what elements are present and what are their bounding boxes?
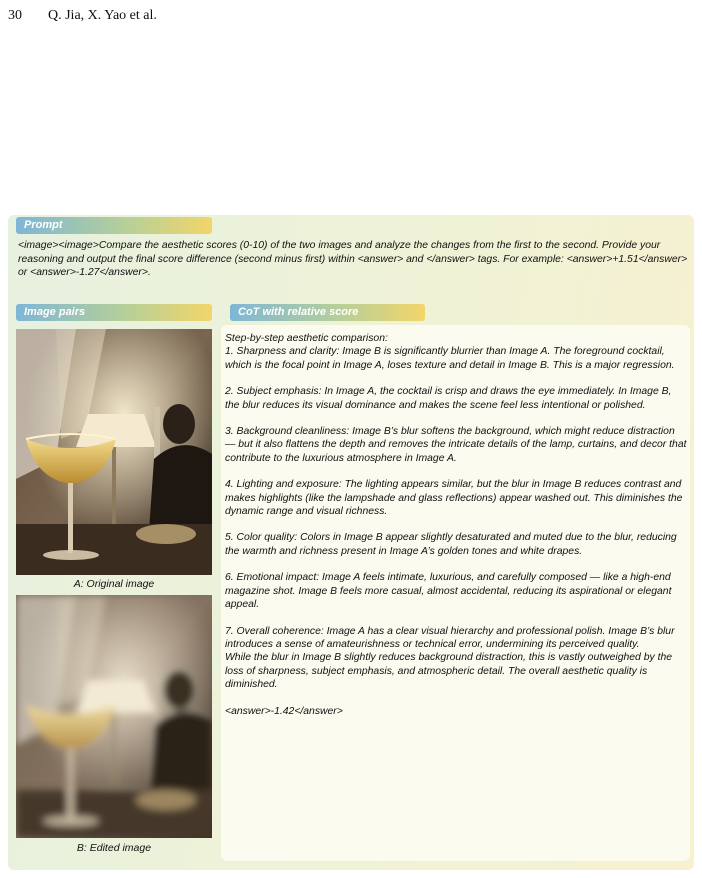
cot-step-5: 5. Color quality: Colors in Image B appear slightly desaturated and muted due to the blur, reducing the warmth and richness present in Image A’s golden tones and white drapes. (225, 532, 677, 557)
cot-answer: <answer>-1.42</answer> (225, 705, 343, 717)
cot-step-6: 6. Emotional impact: Image A feels intimate, luxurious, and carefully composed — like a high-end magazine shot. Image B feels more casual, almost accidental, reducing its aspirational or elegant appeal. (225, 572, 672, 611)
original-image (16, 329, 212, 575)
cot-step-3: 3. Background cleanliness: Image B’s blur softens the background, which might reduce distraction — but it also flattens the depth and removes the intricate details of the lamp, curtains, and decor that contribute to the luxurious atmosphere in Image A. (225, 426, 687, 464)
figure-panel (8, 215, 694, 870)
prompt-text: <image><image>Compare the aesthetic scores (0-10) of the two images and analyze the changes from the first to the second. Provide your reasoning and output the final score difference (second minus first) within <answer> and </answer> tags. For example: <answer>+1.51</answer> or <answer>-1.27</answer>. (18, 240, 688, 278)
page-header (8, 8, 157, 24)
cot-step-2: 2. Subject emphasis: In Image A, the cocktail is crisp and draws the eye immediately. In Image B, the blur reduces its visual dominance and makes the scene feel less intentional or polished. (225, 386, 672, 411)
page-authors: Q. Jia, X. Yao et al. (48, 8, 157, 23)
cot-box (221, 325, 690, 861)
caption-edited: B: Edited image (76, 842, 152, 854)
cot-step-1: 1. Sharpness and clarity: Image B is significantly blurrier than Image A. The foreground cocktail, which is the focal point in Image A, loses texture and detail in Image B. This is a major regression. (225, 346, 675, 371)
cot-step-7: 7. Overall coherence: Image A has a clear visual hierarchy and professional polish. Image B’s blur introduces a sense of amateurishness or technical error, undermining its perceived quality. (225, 625, 675, 650)
caption-original: A: Original image (73, 578, 155, 590)
prompt-tag: Prompt (16, 217, 212, 234)
cot-tag: CoT with relative score (230, 304, 425, 321)
cot-step-4: 4. Lighting and exposure: The lighting appears similar, but the blur in Image B reduces contrast and makes highlights (like the lampshade and glass reflections) appear washed out. This diminishes the dynamic range and visual richness. (225, 479, 683, 518)
edited-image (16, 595, 212, 838)
page-number: 30 (8, 8, 22, 23)
cot-text (225, 332, 687, 718)
cot-intro: Step-by-step aesthetic comparison: (225, 333, 388, 344)
image-pairs-tag: Image pairs (16, 304, 212, 321)
cot-summary: While the blur in Image B slightly reduces background distraction, this is vastly outweighed by the loss of sharpness, subject emphasis, and atmospheric detail. The overall aesthetic quality is diminished. (225, 652, 673, 691)
